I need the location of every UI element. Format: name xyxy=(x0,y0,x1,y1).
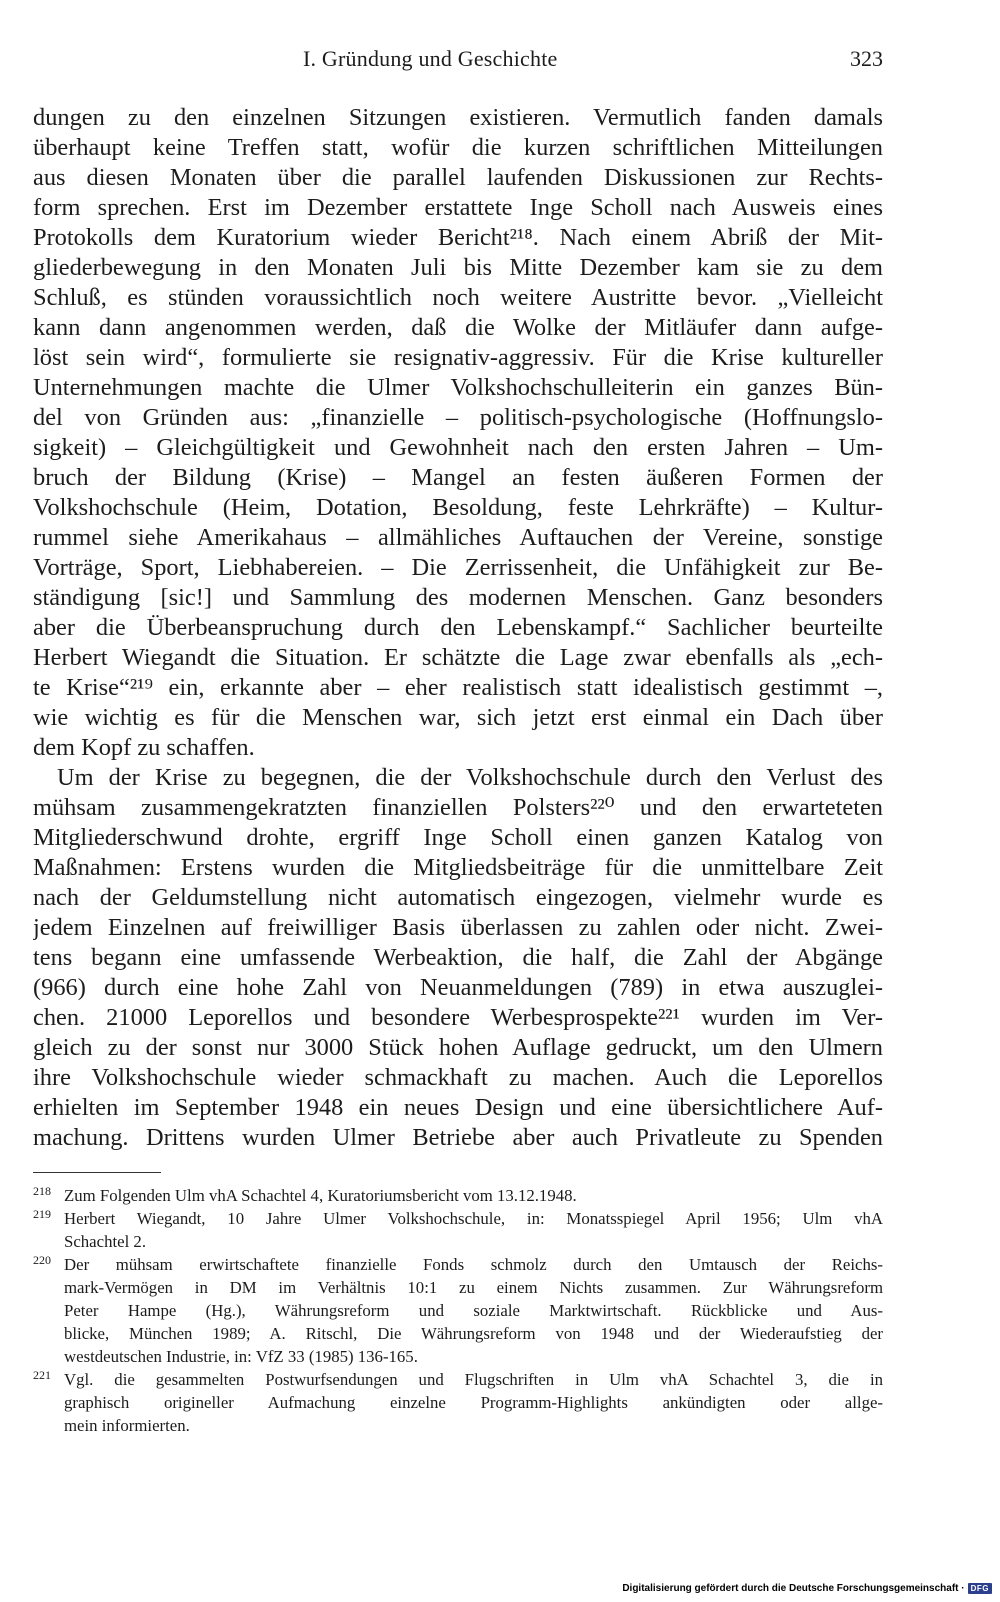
footnote-number: 219 xyxy=(33,1207,51,1221)
text-line: del von Gründen aus: „finanzielle – politisch-psychologische (Hoffnungslo- xyxy=(33,404,883,431)
text-line: Mitgliederschwund drohte, ergriff Inge Scholl einen ganzen Katalog von xyxy=(33,824,883,851)
footnote-line: westdeutschen Industrie, in: VfZ 33 (1985) 136-165. xyxy=(64,1347,418,1366)
footnote-line: graphisch origineller Aufmachung einzelne Programm-Highlights ankündigten oder allge- xyxy=(64,1393,883,1412)
text-line: dungen zu den einzelnen Sitzungen existieren. Vermutlich fanden damals xyxy=(33,104,883,131)
footnote-number: 221 xyxy=(33,1368,51,1382)
text-line: aber die Überbeanspruchung durch den Lebenskampf.“ Sachlicher beurteilte xyxy=(33,614,883,641)
footnote-line xyxy=(33,1184,883,1207)
text-line: ständigung [sic!] und Sammlung des modernen Menschen. Ganz besonders xyxy=(33,584,883,611)
text-line: sigkeit) – Gleichgültigkeit und Gewohnheit nach den ersten Jahren – Um- xyxy=(33,434,883,461)
footnote-text: Der mühsam erwirtschaftete finanzielle Fonds schmolz durch den Umtausch der Reichs- xyxy=(64,1255,883,1274)
text-line: jedem Einzelnen auf freiwilliger Basis überlassen zu zahlen oder nicht. Zwei- xyxy=(33,914,883,941)
footnote-text: Herbert Wiegandt, 10 Jahre Ulmer Volkshochschule, in: Monatsspiegel April 1956; Ulm vhA xyxy=(64,1209,883,1228)
text-line: (966) durch eine hohe Zahl von Neuanmeldungen (789) in etwa auszuglei- xyxy=(33,974,883,1001)
text-line: aus diesen Monaten über die parallel laufenden Diskussionen zur Rechts- xyxy=(33,164,883,191)
footnote-line: mark-Vermögen in DM im Verhältnis 10:1 zu einem Nichts zusammen. Zur Währungsreform xyxy=(64,1278,883,1297)
text-line: bruch der Bildung (Krise) – Mangel an festen äußeren Formen der xyxy=(33,464,883,491)
footnote-line: blicke, München 1989; A. Ritschl, Die Währungsreform von 1948 und der Wiederaufstieg der xyxy=(64,1324,883,1343)
footnote-number: 218 xyxy=(33,1184,51,1198)
text-line: Schluß, es stünden voraussichtlich noch weitere Austritte bevor. „Vielleicht xyxy=(33,284,883,311)
footnotes xyxy=(33,1184,883,1437)
text-line: dem Kopf zu schaffen. xyxy=(33,734,255,761)
text-line: nach der Geldumstellung nicht automatisch eingezogen, vielmehr wurde es xyxy=(33,884,883,911)
footnote-number: 220 xyxy=(33,1253,51,1267)
text-line: tens begann eine umfassende Werbeaktion, die half, die Zahl der Abgänge xyxy=(33,944,883,971)
text-line: Protokolls dem Kuratorium wieder Bericht²¹⁸. Nach einem Abriß der Mit- xyxy=(33,224,883,251)
text-line: erhielten im September 1948 ein neues Design und eine übersichtlichere Auf- xyxy=(33,1094,883,1121)
footnote-line xyxy=(33,1368,883,1391)
digitization-credit xyxy=(622,1580,992,1596)
footnote-line: Peter Hampe (Hg.), Währungsreform und soziale Marktwirtschaft. Rückblicke und Aus- xyxy=(64,1301,883,1320)
text-line: ihre Volkshochschule wieder schmackhaft zu machen. Auch die Leporellos xyxy=(33,1064,883,1091)
text-line: mühsam zusammengekratzten finanziellen Polsters²²⁰ und den erwarteteten xyxy=(33,794,883,821)
text-line: überhaupt keine Treffen statt, wofür die kurzen schriftlichen Mitteilungen xyxy=(33,134,883,161)
text-line: chen. 21000 Leporellos und besondere Werbesprospekte²²¹ wurden im Ver- xyxy=(33,1004,883,1031)
text-line: Unternehmungen machte die Ulmer Volkshochschulleiterin ein ganzes Bün- xyxy=(33,374,883,401)
credit-text: Digitalisierung gefördert durch die Deutsche Forschungsgemeinschaft · xyxy=(622,1582,965,1594)
running-title: I. Gründung und Geschichte xyxy=(303,46,558,71)
text-line: machung. Drittens wurden Ulmer Betriebe aber auch Privatleute zu Spenden xyxy=(33,1124,883,1151)
text-line: rummel siehe Amerikahaus – allmähliches Auftauchen der Vereine, sonstige xyxy=(33,524,883,551)
footnote-line: Schachtel 2. xyxy=(64,1232,147,1251)
body-text xyxy=(33,103,883,1153)
footnote-text: Vgl. die gesammelten Postwurfsendungen und Flugschriften in Ulm vhA Schachtel 3, die in xyxy=(64,1370,883,1389)
text-line: Um der Krise zu begegnen, die der Volkshochschule durch den Verlust des xyxy=(57,764,883,791)
footnote-line xyxy=(33,1253,883,1276)
footnote-divider xyxy=(33,1172,161,1173)
text-line: gleich zu der sonst nur 3000 Stück hohen Auflage gedruckt, um den Ulmern xyxy=(33,1034,883,1061)
text-line: wie wichtig es für die Menschen war, sich jetzt erst einmal ein Dach über xyxy=(33,704,883,731)
text-line: gliederbewegung in den Monaten Juli bis Mitte Dezember kam sie zu dem xyxy=(33,254,883,281)
dfg-logo: DFG xyxy=(968,1583,992,1594)
text-line: Maßnahmen: Erstens wurden die Mitgliedsbeiträge für die unmittelbare Zeit xyxy=(33,854,883,881)
running-header xyxy=(33,46,883,78)
footnote-line xyxy=(33,1207,883,1230)
text-line: Volkshochschule (Heim, Dotation, Besoldung, feste Lehrkräfte) – Kultur- xyxy=(33,494,883,521)
text-line: Herbert Wiegandt die Situation. Er schätzte die Lage zwar ebenfalls als „ech- xyxy=(33,644,883,671)
page-number: 323 xyxy=(850,46,883,71)
footnote-text: Zum Folgenden Ulm vhA Schachtel 4, Kuratoriumsbericht vom 13.12.1948. xyxy=(64,1186,577,1205)
text-line: Vorträge, Sport, Liebhabereien. – Die Zerrissenheit, die Unfähigkeit zur Be- xyxy=(33,554,883,581)
text-line: kann dann angenommen werden, daß die Wolke der Mitläufer dann aufge- xyxy=(33,314,883,341)
text-line: löst sein wird“, formulierte sie resignativ-aggressiv. Für die Krise kultureller xyxy=(33,344,883,371)
footnote-line: mein informierten. xyxy=(64,1416,190,1435)
text-line: form sprechen. Erst im Dezember erstattete Inge Scholl nach Ausweis eines xyxy=(33,194,883,221)
text-line: te Krise“²¹⁹ ein, erkannte aber – eher realistisch statt idealistisch gestimmt –, xyxy=(33,674,883,701)
